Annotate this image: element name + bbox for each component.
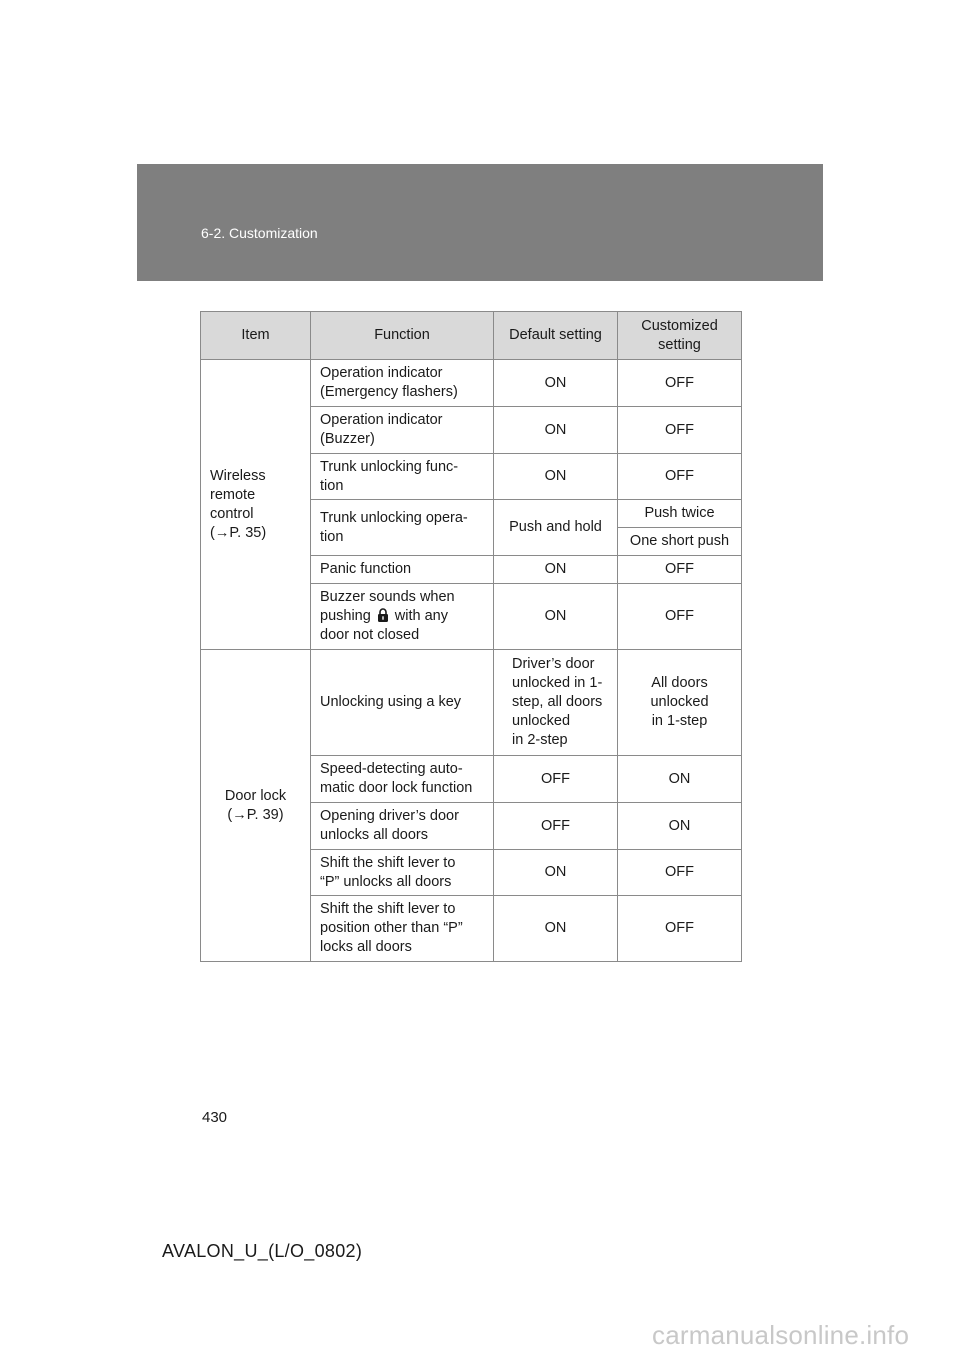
lock-icon xyxy=(377,608,389,622)
header-function: Function xyxy=(311,312,494,360)
header-default-setting: Default setting xyxy=(494,312,618,360)
custom-cell-alt: One short push xyxy=(618,528,742,556)
function-text-end: door not closed xyxy=(320,627,420,643)
custom-cell: OFF xyxy=(618,556,742,584)
default-cell: ON xyxy=(494,896,618,962)
custom-cell: OFF xyxy=(618,407,742,454)
document-id: AVALON_U_(L/O_0802) xyxy=(162,1241,363,1261)
function-cell: Shift the shift lever to “P” unlocks all doors xyxy=(311,850,494,896)
function-cell: Trunk unlocking opera- tion xyxy=(311,500,494,556)
function-cell: Panic function xyxy=(311,556,494,584)
default-cell: Driver’s door unlocked in 1- step, all doors unlocked in 2-step xyxy=(494,650,618,756)
function-cell: Operation indicator (Buzzer) xyxy=(311,407,494,454)
default-cell: ON xyxy=(494,850,618,896)
function-text-before-icon: Buzzer sounds when pushing xyxy=(320,589,455,624)
item-wireless-remote: Wireless remote control (→P. 35) xyxy=(201,360,311,650)
default-cell: ON xyxy=(494,407,618,454)
table-header-row xyxy=(201,312,742,360)
custom-cell: OFF xyxy=(618,454,742,500)
page-number: 430 xyxy=(202,1109,228,1126)
custom-cell: OFF xyxy=(618,850,742,896)
function-cell: Trunk unlocking func- tion xyxy=(311,454,494,500)
custom-cell: ON xyxy=(618,756,742,803)
section-header-band xyxy=(137,164,823,281)
default-cell: ON xyxy=(494,360,618,407)
header-item: Item xyxy=(201,312,311,360)
function-cell: Opening driver’s door unlocks all doors xyxy=(311,803,494,850)
item-door-lock: Door lock (→P. 39) xyxy=(201,650,311,962)
custom-cell: All doors unlocked in 1-step xyxy=(618,650,742,756)
custom-cell: Push twice xyxy=(618,500,742,528)
header-customized-setting: Customized setting xyxy=(618,312,742,360)
function-text-after-icon: with any xyxy=(394,608,448,624)
default-cell: OFF xyxy=(494,756,618,803)
watermark: carmanualsonline.info xyxy=(652,1320,910,1350)
custom-cell: ON xyxy=(618,803,742,850)
default-cell: OFF xyxy=(494,803,618,850)
table-row xyxy=(201,650,742,756)
function-cell: Unlocking using a key xyxy=(311,650,494,756)
function-cell: Operation indicator (Emergency flashers) xyxy=(311,360,494,407)
custom-cell: OFF xyxy=(618,584,742,650)
table-row xyxy=(201,360,742,407)
default-cell: ON xyxy=(494,584,618,650)
default-cell: ON xyxy=(494,454,618,500)
custom-cell: OFF xyxy=(618,896,742,962)
customization-table xyxy=(200,311,742,962)
custom-cell: OFF xyxy=(618,360,742,407)
function-cell: Shift the shift lever to position other than “P” locks all doors xyxy=(311,896,494,962)
section-title: 6-2. Customization xyxy=(201,225,318,241)
default-cell: ON xyxy=(494,556,618,584)
default-cell: Push and hold xyxy=(494,500,618,556)
function-cell: Speed-detecting auto- matic door lock function xyxy=(311,756,494,803)
function-cell xyxy=(311,584,494,650)
